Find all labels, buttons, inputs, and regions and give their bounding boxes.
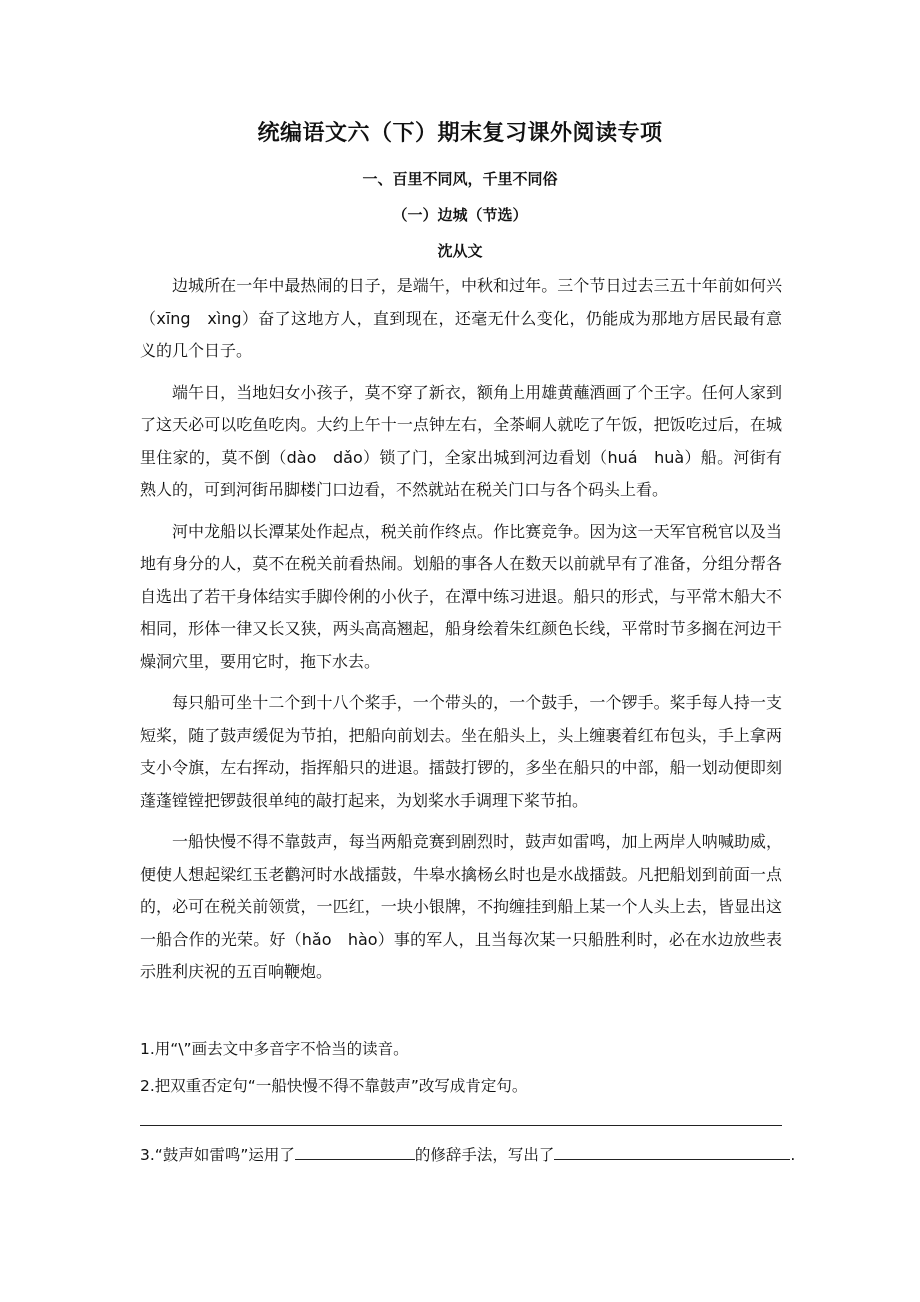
question-3-prefix: 3.“鼓声如雷鸣”运用了: [140, 1146, 295, 1164]
question-3-suffix: .: [790, 1146, 796, 1164]
question-3-middle: 的修辞手法，写出了: [414, 1146, 555, 1164]
section-heading: 一、百里不同风，千里不同俗: [362, 170, 558, 188]
passage-paragraph-3: 河中龙船以长潭某处作起点，税关前作终点。作比赛竞争。因为这一天军官税官以及当地有身分的人，莫不在税关前看热闹。划船的事各人在数天以前就早有了准备，分组分帮各自选出了若干身体结实手脚伶俐的小伙子，在潭中练习进退。船只的形式，与平常木船大不相同，形体一律又长又狭，两头高高翘起，船身绘着朱红颜色长线，平常时节多搁在河边干燥洞穴里，要用它时，拖下水去。: [140, 521, 782, 671]
question-2-answer-line[interactable]: [140, 1125, 782, 1126]
passage-paragraph-2: 端午日，当地妇女小孩子，莫不穿了新衣，额角上用雄黄蘸酒画了个王字。任何人家到了这天必可以吃鱼吃肉。大约上午十一点钟左右，全茶峒人就吃了午饭，把饭吃过后，在城里住家的，莫不倒（dào dǎo）锁了门，全家出城到河边看划（huá huà）船。河街有熟人的，可到河街吊脚楼门口边看，不然就站在税关门口与各个码头上看。: [140, 382, 782, 499]
question-2: 2.把双重否定句“一船快慢不得不靠鼓声”改写成肯定句。: [140, 1077, 528, 1095]
subsection-heading: （一）边城（节选）: [392, 206, 528, 224]
question-1: 1.用“\”画去文中多音字不恰当的读音。: [140, 1040, 409, 1058]
document-title: 统编语文六（下）期末复习课外阅读专项: [257, 121, 663, 146]
passage-paragraph-4: 每只船可坐十二个到十八个桨手，一个带头的，一个鼓手，一个锣手。桨手每人持一支短桨，随了鼓声缓促为节拍，把船向前划去。坐在船头上，头上缠裹着红布包头，手上拿两支小令旗，左右挥动，指挥船只的进退。擂鼓打锣的，多坐在船只的中部，船一划动便即刻蓬蓬镗镗把锣鼓很单纯的敲打起来，为划桨水手调理下桨节拍。: [140, 693, 782, 810]
question-3-blank-rhetoric[interactable]: [295, 1145, 415, 1160]
passage-paragraph-5: 一船快慢不得不靠鼓声，每当两船竞赛到剧烈时，鼓声如雷鸣，加上两岸人呐喊助威，便使人想起梁红玉老鹳河时水战擂鼓，牛皋水擒杨幺时也是水战擂鼓。凡把船划到前面一点的，必可在税关前领赏，一匹红，一块小银牌，不拘缠挂到船上某一个人头上去，皆显出这一船合作的光荣。好（hǎo hào）事的军人，且当每次某一只船胜利时，必在水边放些表示胜利庆祝的五百响鞭炮。: [140, 832, 782, 981]
passage-paragraph-1: 边城所在一年中最热闹的日子，是端午，中秋和过年。三个节日过去三五十年前如何兴（xīng xìng）奋了这地方人，直到现在，还毫无什么变化，仍能成为那地方居民最有意义的几个日子。: [140, 276, 782, 360]
passage-body: [140, 270, 782, 998]
author-name: 沈从文: [437, 242, 483, 260]
question-3-blank-effect[interactable]: [554, 1145, 790, 1160]
question-3: [140, 1143, 795, 1165]
